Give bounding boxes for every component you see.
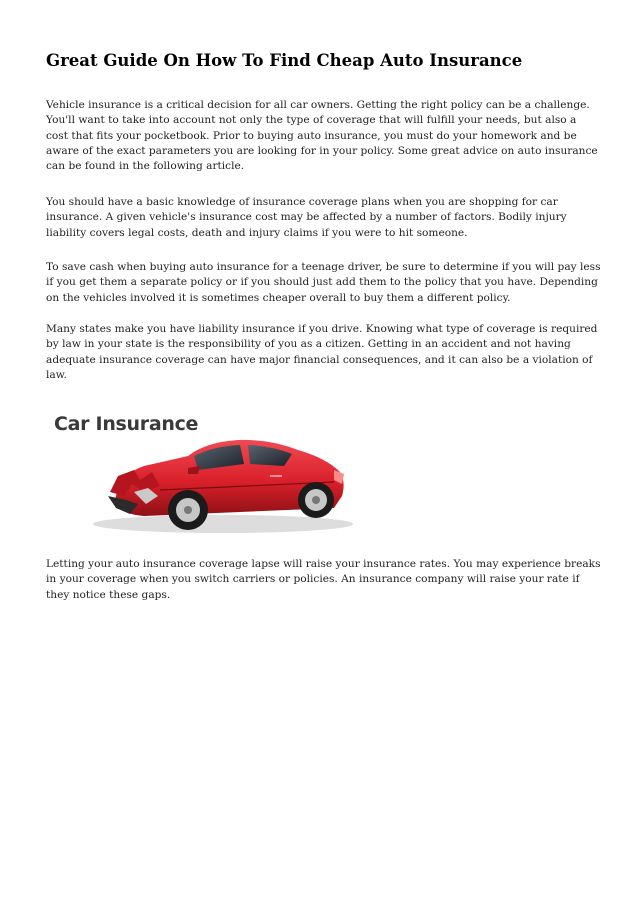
paragraph-liability-law: Many states make you have liability insurance if you drive. Knowing what type of coverage is required by law in your state is the responsibility of you as a citizen. Getting in an accident and not having adequate insurance coverage can have major financial consequences, and it can also be a violation of law. bbox=[46, 323, 598, 381]
paragraph-coverage-lapse: Letting your auto insurance coverage lapse will raise your insurance rates. You may experience breaks in your coverage when you switch carriers or policies. An insurance company will raise your rate if they notice these gaps. bbox=[46, 558, 601, 601]
paragraph-teen-driver: To save cash when buying auto insurance for a teenage driver, be sure to determine if you will pay less if you get them a separate policy or if you should just add them to the policy that you have. Depending on the vehicles involved it is sometimes cheaper overall to buy them a different policy. bbox=[46, 261, 601, 304]
crashed-red-car-illustration bbox=[48, 396, 358, 546]
car-insurance-image bbox=[48, 396, 358, 546]
paragraph-intro: Vehicle insurance is a critical decision for all car owners. Getting the right policy can be a challenge. You'll want to take into account not only the type of coverage that will fulfill your needs, but also a cost that fits your pocketbook. Prior to buying auto insurance, you must do your homework and be aware of the exact parameters you are looking for in your policy. Some great advice on auto insurance can be found in the following article. bbox=[46, 99, 598, 173]
paragraph-coverage-basics: You should have a basic knowledge of insurance coverage plans when you are shopping for car insurance. A given vehicle's insurance cost may be affected by a number of factors. Bodily injury liability covers legal costs, death and injury claims if you were to hit someone. bbox=[46, 196, 567, 239]
car-insurance-caption: Car Insurance bbox=[54, 413, 199, 435]
page-title: Great Guide On How To Find Cheap Auto Insurance bbox=[46, 51, 523, 70]
